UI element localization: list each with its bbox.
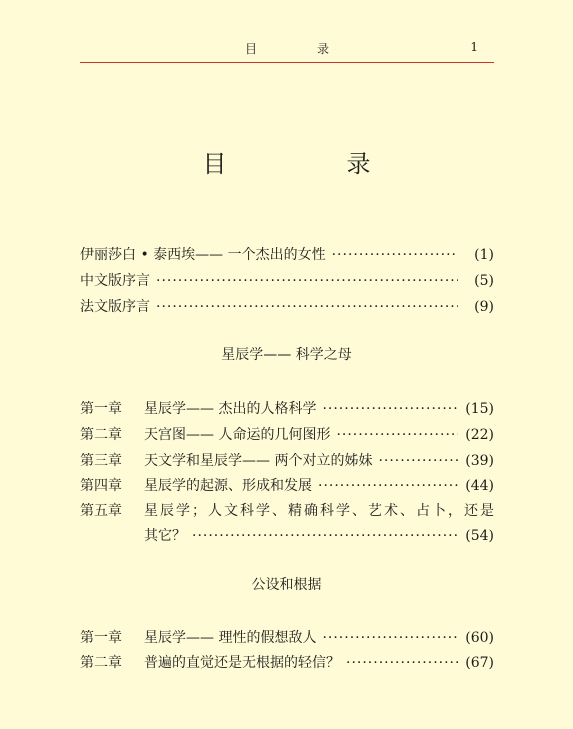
leader-dots (322, 401, 458, 417)
toc-entry-page: (60) (465, 630, 494, 646)
leader-dots (322, 630, 458, 646)
toc-entry-page: (67) (465, 655, 494, 671)
toc-entry[interactable] (80, 475, 494, 499)
toc-entry-text: 天宫图—— 人命运的几何图形 (144, 427, 331, 443)
leader-dots (192, 528, 458, 544)
toc-entry-page: (54) (465, 528, 494, 544)
toc-entry[interactable] (80, 270, 494, 294)
toc-entry[interactable] (80, 424, 494, 448)
toc-entry-page: (15) (465, 401, 494, 417)
toc-entry-text: 星辰学—— 理性的假想敌人 (144, 630, 317, 646)
toc-entry-text: 星辰学—— 杰出的人格科学 (144, 401, 317, 417)
page-title: 目 录 (202, 150, 419, 178)
toc-entry-text: 伊丽莎白 • 泰西埃—— 一个杰出的女性 (80, 247, 326, 263)
leader-dots (156, 299, 458, 315)
toc-entry[interactable] (80, 450, 494, 474)
toc-entry-page: (1) (474, 247, 494, 263)
toc-entry-text: 天文学和星辰学—— 两个对立的姊妹 (144, 453, 373, 469)
toc-entry-page: (39) (465, 453, 494, 469)
toc-entry-page: (5) (474, 273, 494, 289)
header-title: 目 录 (244, 42, 353, 56)
toc-entry-text: 法文版序言 (80, 299, 150, 315)
chapter-number: 第三章 (80, 453, 122, 469)
toc-entry-text: 星辰学；人文科学、精确科学、艺术、占卜，还是 (144, 503, 494, 519)
toc-entry[interactable] (80, 398, 494, 422)
toc-entry-page: (44) (465, 478, 494, 494)
chapter-number: 第一章 (80, 401, 122, 417)
running-header (80, 38, 494, 63)
toc-entry-text-continued: 其它？ (144, 528, 186, 544)
toc-entry[interactable] (80, 296, 494, 320)
chapter-number: 第四章 (80, 478, 122, 494)
toc-entry[interactable] (80, 244, 494, 268)
toc-entry-line1[interactable] (80, 500, 494, 520)
toc-entry-page: (9) (474, 299, 494, 315)
toc-entry-text: 中文版序言 (80, 273, 150, 289)
toc-entry-page: (22) (465, 427, 494, 443)
toc-entry-text: 星辰学的起源、形成和发展 (144, 478, 312, 494)
section-title: 星辰学—— 科学之母 (221, 347, 352, 363)
leader-dots (318, 478, 458, 494)
leader-dots (378, 453, 458, 469)
toc-entry-line2[interactable] (144, 525, 494, 549)
leader-dots (156, 273, 458, 289)
section-title: 公设和根据 (251, 577, 322, 593)
toc-entry[interactable] (80, 627, 494, 651)
toc-entry-text: 普遍的直觉还是无根据的轻信？ (144, 655, 340, 671)
chapter-number: 第五章 (80, 503, 122, 519)
leader-dots (346, 655, 458, 671)
chapter-number: 第二章 (80, 427, 122, 443)
chapter-number: 第一章 (80, 630, 122, 646)
header-page-number: 1 (470, 40, 478, 54)
leader-dots (332, 247, 458, 263)
toc-entry[interactable] (80, 652, 494, 676)
chapter-number: 第二章 (80, 655, 122, 671)
leader-dots (336, 427, 458, 443)
